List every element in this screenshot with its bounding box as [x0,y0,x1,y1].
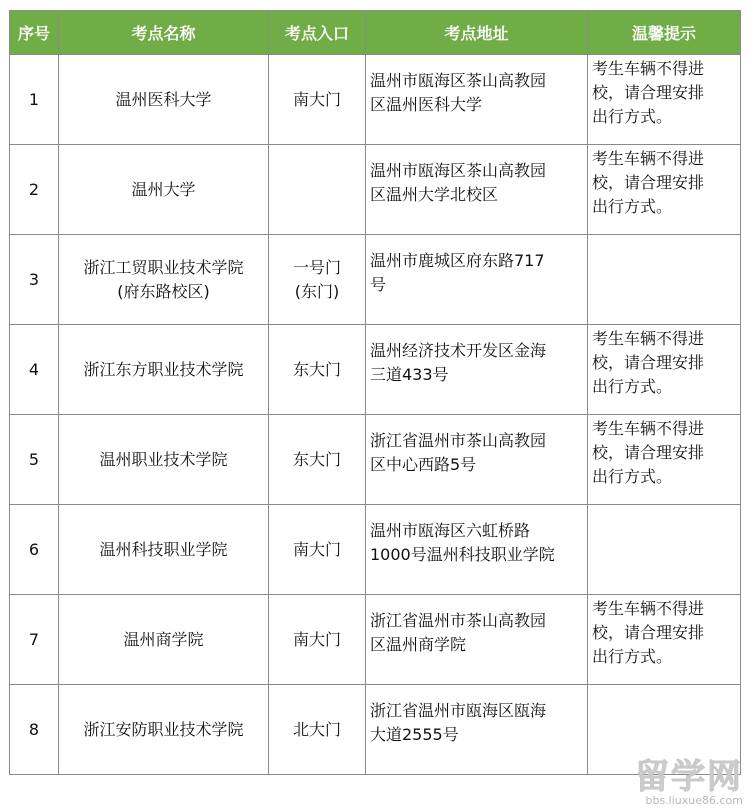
cell-entrance [269,145,366,235]
cell-address [366,235,588,325]
row-number: 1 [28,90,40,109]
exam-site-table [9,10,741,775]
row-number: 7 [28,630,40,649]
cell-address [366,595,588,685]
table-row [10,595,741,685]
cell-name [59,235,269,325]
tip-line: 考生车辆不得进 [592,329,705,348]
site-name-line: (府东路校区) [117,281,210,301]
header-tip: 温馨提示 [588,11,741,55]
cell-tip [588,415,741,505]
tip-line: 校，请合理安排 [592,83,705,102]
entrance-line: 南大门 [292,539,341,559]
cell-name [59,595,269,685]
entrance-line: 南大门 [292,89,341,109]
entrance-line: 东大门 [292,449,341,469]
header-row [10,11,741,55]
address-line: 区温州商学院 [370,635,467,654]
cell-entrance [269,685,366,775]
cell-name [59,55,269,145]
address-line: 温州经济技术开发区金海 [370,341,547,360]
tip-line: 校，请合理安排 [592,443,705,462]
site-name-line: 温州大学 [131,179,196,199]
row-number: 6 [28,540,40,559]
header-no: 序号 [10,11,59,55]
row-number: 3 [28,270,40,289]
site-name-line: 浙江安防职业技术学院 [83,719,244,739]
cell-name [59,505,269,595]
tip-line: 校，请合理安排 [592,623,705,642]
cell-tip [588,145,741,235]
table-row [10,235,741,325]
entrance-line: (东门) [294,281,340,301]
site-name-line: 温州商学院 [123,629,204,649]
site-name-line: 浙江东方职业技术学院 [83,359,244,379]
cell-tip [588,55,741,145]
cell-name [59,415,269,505]
cell-entrance [269,505,366,595]
tip-line: 出行方式。 [592,197,673,216]
table-row [10,505,741,595]
tip-line: 出行方式。 [592,647,673,666]
cell-address [366,325,588,415]
cell-no [10,685,59,775]
cell-no [10,235,59,325]
row-number: 5 [28,450,40,469]
cell-tip [588,325,741,415]
tip-line: 考生车辆不得进 [592,419,705,438]
watermark-big: 留学网 [635,757,743,797]
address-line: 温州市瓯海区六虹桥路 [370,521,531,540]
table-row [10,55,741,145]
tip-line: 考生车辆不得进 [592,59,705,78]
cell-name [59,325,269,415]
tip-line: 出行方式。 [592,107,673,126]
cell-entrance [269,595,366,685]
site-name-line: 温州职业技术学院 [99,449,228,469]
address-line: 区温州大学北校区 [370,185,499,204]
site-name-line: 浙江工贸职业技术学院 [83,257,244,277]
address-line: 温州市瓯海区茶山高教园 [370,71,547,90]
tip-line: 出行方式。 [592,467,673,486]
cell-no [10,415,59,505]
table-row [10,685,741,775]
watermark-logo [635,749,743,807]
header-address: 考点地址 [366,11,588,55]
header-name: 考点名称 [59,11,269,55]
address-line: 三道433号 [370,365,449,384]
address-line: 1000号温州科技职业学院 [370,545,555,564]
address-line: 浙江省温州市茶山高教园 [370,611,547,630]
address-line: 号 [370,275,387,294]
entrance-line: 北大门 [292,719,341,739]
address-line: 区温州医科大学 [370,95,483,114]
cell-tip [588,505,741,595]
cell-tip [588,595,741,685]
cell-address [366,55,588,145]
tip-line: 校，请合理安排 [592,173,705,192]
address-line: 大道2555号 [370,725,459,744]
tip-line: 考生车辆不得进 [592,149,705,168]
cell-address [366,145,588,235]
cell-entrance [269,415,366,505]
cell-no [10,55,59,145]
cell-tip [588,235,741,325]
cell-address [366,415,588,505]
table-row [10,325,741,415]
table-row [10,145,741,235]
entrance-line: 东大门 [292,359,341,379]
entrance-line: 一号门 [292,257,341,277]
cell-entrance [269,235,366,325]
cell-name [59,685,269,775]
address-line: 温州市鹿城区府东路717 [370,251,545,270]
cell-no [10,505,59,595]
cell-no [10,595,59,685]
site-name-line: 温州科技职业学院 [99,539,228,559]
row-number: 8 [28,720,40,739]
watermark-small: bbs.liuxue86.com [645,794,743,807]
cell-address [366,685,588,775]
entrance-line: 南大门 [292,629,341,649]
cell-address [366,505,588,595]
address-line: 区中心西路5号 [370,455,477,474]
address-line: 浙江省温州市茶山高教园 [370,431,547,450]
tip-line: 考生车辆不得进 [592,599,705,618]
cell-name [59,145,269,235]
row-number: 2 [28,180,40,199]
cell-no [10,325,59,415]
site-name-line: 温州医科大学 [115,89,212,109]
address-line: 温州市瓯海区茶山高教园 [370,161,547,180]
cell-entrance [269,325,366,415]
tip-line: 出行方式。 [592,377,673,396]
cell-no [10,145,59,235]
header-entrance: 考点入口 [269,11,366,55]
tip-line: 校，请合理安排 [592,353,705,372]
cell-entrance [269,55,366,145]
row-number: 4 [28,360,40,379]
table-row [10,415,741,505]
address-line: 浙江省温州市瓯海区瓯海 [370,701,547,720]
